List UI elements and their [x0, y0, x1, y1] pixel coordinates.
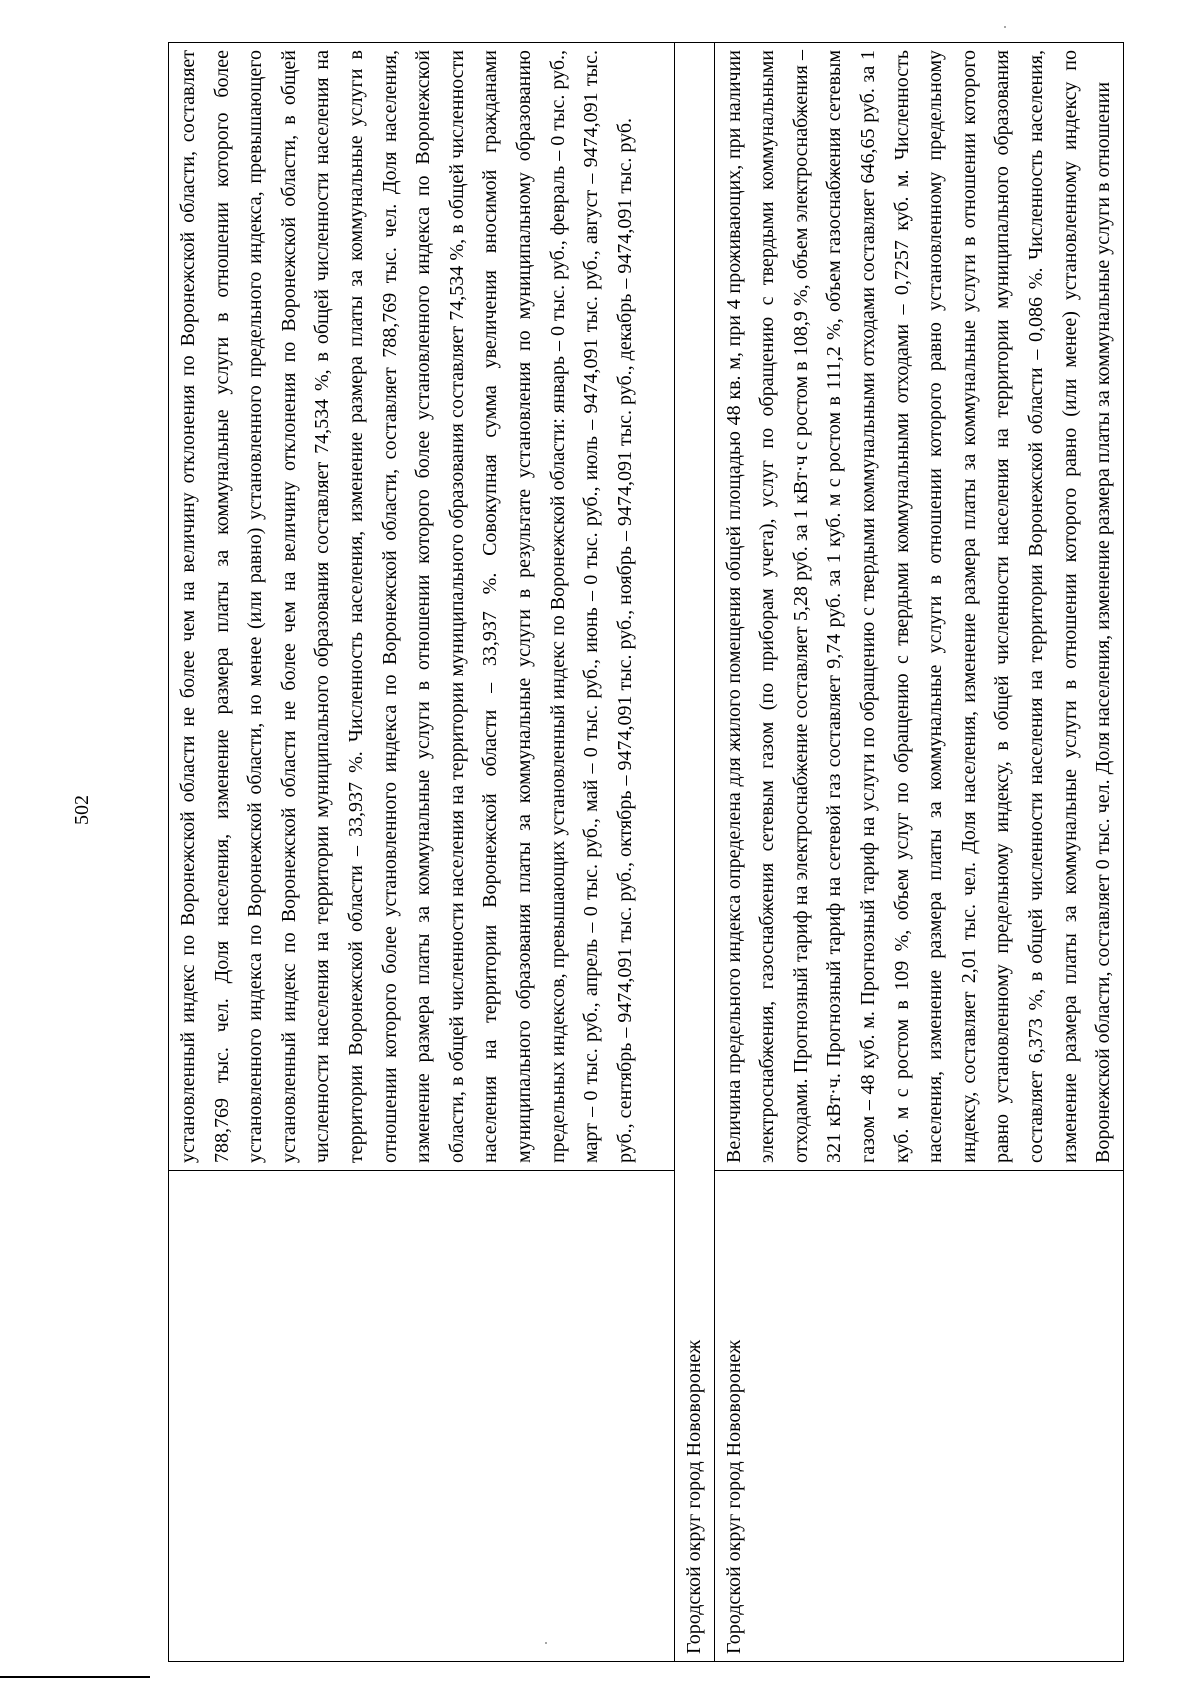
- section-header-municipality: Городской округ город Нововоронеж: [675, 43, 715, 1662]
- table-row-continuation: [169, 43, 675, 1662]
- municipality-name-cell: Городской округ город Нововоронеж: [714, 1171, 1123, 1662]
- rotated-table-container: [168, 42, 1115, 1662]
- scan-edge-line: [0, 1676, 150, 1678]
- municipality-description-cell: Величина предельного индекса определена для жилого помещения общей площадью 48 кв. м, при 4 проживающих, при наличии электроснабжения, газоснабжения сетевым газом (по приборам учета), услуг по обращению с твердыми коммунальными отходами. Прогнозный тариф на электроснабжение составляет 5,28 руб. за 1 кВт·ч с ростом в 108,9 %, объем электроснабжения – 321 кВт·ч. Прогнозный тариф на сетевой газ составляет 9,74 руб. за 1 куб. м с ростом в 111,2 %, объем газоснабжения сетевым газом – 48 куб. м. Прогнозный тариф на услуги по обращению с твердыми коммунальными отходами составляет 646,65 руб. за 1 куб. м с ростом в 109 %, объем услуг по обращению с твердыми коммунальными отходами – 0,7257 куб. м. Численность населения, изменение размера платы за коммунальные услуги в отношении которого равно установленному предельному индексу, составляет 2,01 тыс. чел. Доля населения, изменение размера платы за коммунальные услуги в отношении которого равно установленному предельному индексу, в общей численности населения на территории муниципального образования составляет 6,373 %, в общей численности населения на территории Воронежской области – 0,086 %. Численность населения, изменение размера платы за коммунальные услуги в отношении которого равно (или менее) установленному индексу по Воронежской области, составляет 0 тыс. чел. Доля населения, изменение размера платы за коммунальные услуги в отношении: [714, 43, 1123, 1171]
- tariff-index-table: [168, 42, 1124, 1662]
- table-row-section-header: [675, 43, 715, 1662]
- scan-speck: [1004, 26, 1006, 28]
- table-row-municipality: [714, 43, 1123, 1662]
- continuation-left-cell: [169, 1171, 675, 1662]
- page-number: 502: [71, 795, 93, 825]
- continuation-description-cell: установленный индекс по Воронежской области не более чем на величину отклонения по Воронежской области, составляет 788,769 тыс. чел. Доля населения, изменение размера платы за коммунальные услуги в отношении которого более установленного индекса по Воронежской области, но менее (или равно) установленного предельного индекса, превышающего установленный индекс по Воронежской области не более чем на величину отклонения по Воронежской области, в общей численности населения на территории муниципального образования составляет 74,534 %, в общей численности населения на территории Воронежской области – 33,937 %. Численность населения, изменение размера платы за коммунальные услуги в отношении которого более установленного индекса по Воронежской области, составляет 788,769 тыс. чел. Доля населения, изменение размера платы за коммунальные услуги в отношении которого более установленного индекса по Воронежской области, в общей численности населения на территории муниципального образования составляет 74,534 %, в общей численности населения на территории Воронежской области – 33,937 %. Совокупная сумма увеличения вносимой гражданами муниципального образования платы за коммунальные услуги в результате установления по муниципальному образованию предельных индексов, превышающих установленный индекс по Воронежской области: январь – 0 тыс. руб., февраль – 0 тыс. руб., март – 0 тыс. руб., апрель – 0 тыс. руб., май – 0 тыс. руб., июнь – 0 тыс. руб., июль – 9474,091 тыс. руб., август – 9474,091 тыс. руб., сентябрь – 9474,091 тыс. руб., октябрь – 9474,091 тыс. руб., ноябрь – 9474,091 тыс. руб., декабрь – 9474,091 тыс. руб.: [169, 43, 675, 1171]
